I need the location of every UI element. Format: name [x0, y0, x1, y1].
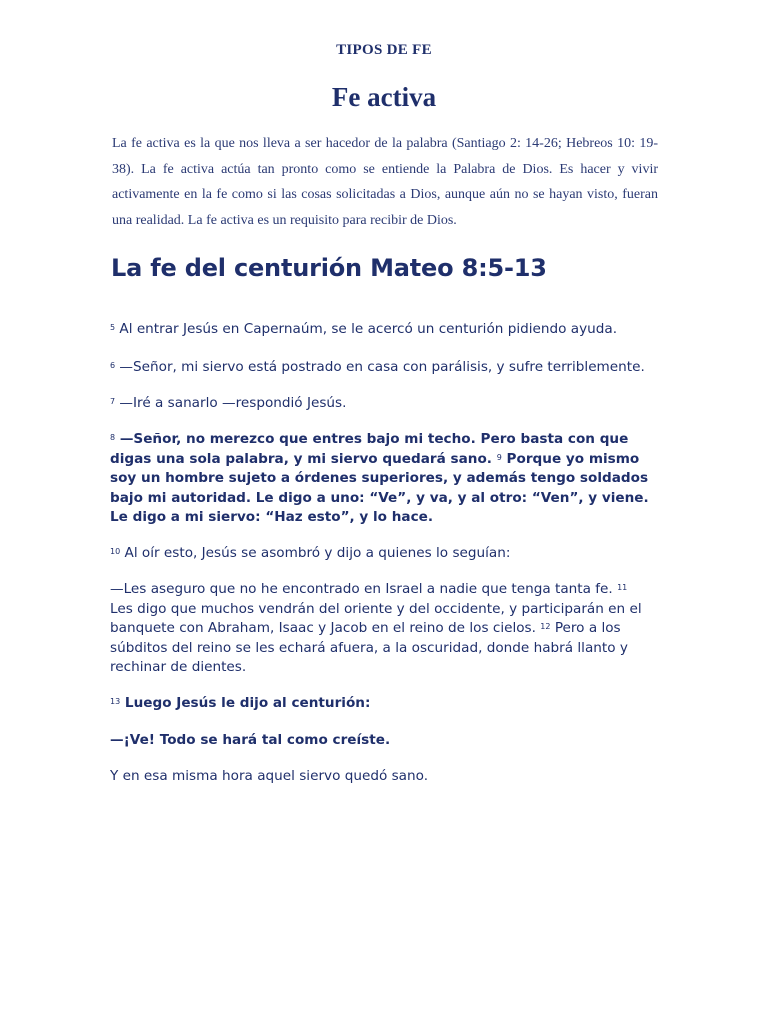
verse-number: 11 — [617, 583, 628, 592]
verse-number: 7 — [110, 397, 116, 406]
verse-text: Luego Jesús le dijo al centurión: — [124, 695, 371, 711]
verse-number: 9 — [496, 452, 502, 462]
verse-number: 12 — [540, 622, 551, 631]
verse-13 — [110, 694, 650, 714]
verse-7 — [110, 394, 650, 414]
verse-8-9 — [110, 430, 650, 528]
verse-text: Al oír esto, Jesús se asombró y dijo a quienes lo seguían: — [124, 545, 511, 561]
verse-13-quote — [110, 731, 650, 751]
verse-number: 8 — [110, 433, 116, 442]
verse-10-11-12 — [110, 580, 650, 678]
verse-text: —Señor, no merezco que entres bajo mi techo. Pero basta con que digas una sola palabra, y mi siervo quedará sano. — [110, 431, 629, 467]
closing-line — [110, 767, 650, 787]
verse-10 — [110, 544, 650, 564]
document-header-title: TIPOS DE FE — [336, 42, 432, 58]
section-title: Fe activa — [331, 82, 437, 112]
verse-number: 13 — [110, 697, 121, 706]
verse-5 — [110, 320, 650, 340]
verse-text: —Les aseguro que no he encontrado en Israel a nadie que tenga tanta fe. — [110, 581, 613, 597]
verse-text: —Señor, mi siervo está postrado en casa con parálisis, y sufre terriblemente. — [119, 359, 645, 375]
intro-paragraph: La fe activa es la que nos lleva a ser hacedor de la palabra (Santiago 2: 14-26; Hebreos 10: 19-38). La fe activa actúa tan pronto como se entiende la Palabra de Dios. Es hacer y vivir activamente en la fe como si las cosas solicitadas a Dios, aunque aún no se hayan visto, fueran una realidad. La fe activa es un requisito para recibir de Dios. — [112, 136, 658, 228]
verse-6 — [110, 358, 650, 378]
verse-text: Al entrar Jesús en Capernaúm, se le acercó un centurión pidiendo ayuda. — [119, 321, 618, 337]
verse-number: 5 — [110, 323, 116, 332]
verse-text: Porque yo mismo soy un hombre sujeto a órdenes superiores, y además tengo soldados bajo mi autoridad. Le digo a uno: “Ve”, y va, y al otro: “Ven”, y viene. Le digo a mi siervo: “Haz esto”, y lo hace. — [110, 450, 649, 525]
verse-text: —¡Ve! Todo se hará tal como creíste. — [110, 732, 391, 748]
verse-text: Y en esa misma hora aquel siervo quedó sano. — [110, 768, 429, 784]
verse-number: 10 — [110, 547, 121, 556]
verse-number: 6 — [110, 361, 116, 370]
verse-text: Pero a los súbditos del reino se les echará afuera, a la oscuridad, donde habrá llanto y rechinar de dientes. — [110, 620, 628, 675]
verse-text: Les digo que muchos vendrán del oriente y del occidente, y participarán en el banquete con Abraham, Isaac y Jacob en el reino de los cielos. — [110, 600, 642, 636]
passage-heading: La fe del centurión Mateo 8:5-13 — [111, 254, 547, 282]
verse-text: —Iré a sanarlo —respondió Jesús. — [119, 395, 347, 411]
